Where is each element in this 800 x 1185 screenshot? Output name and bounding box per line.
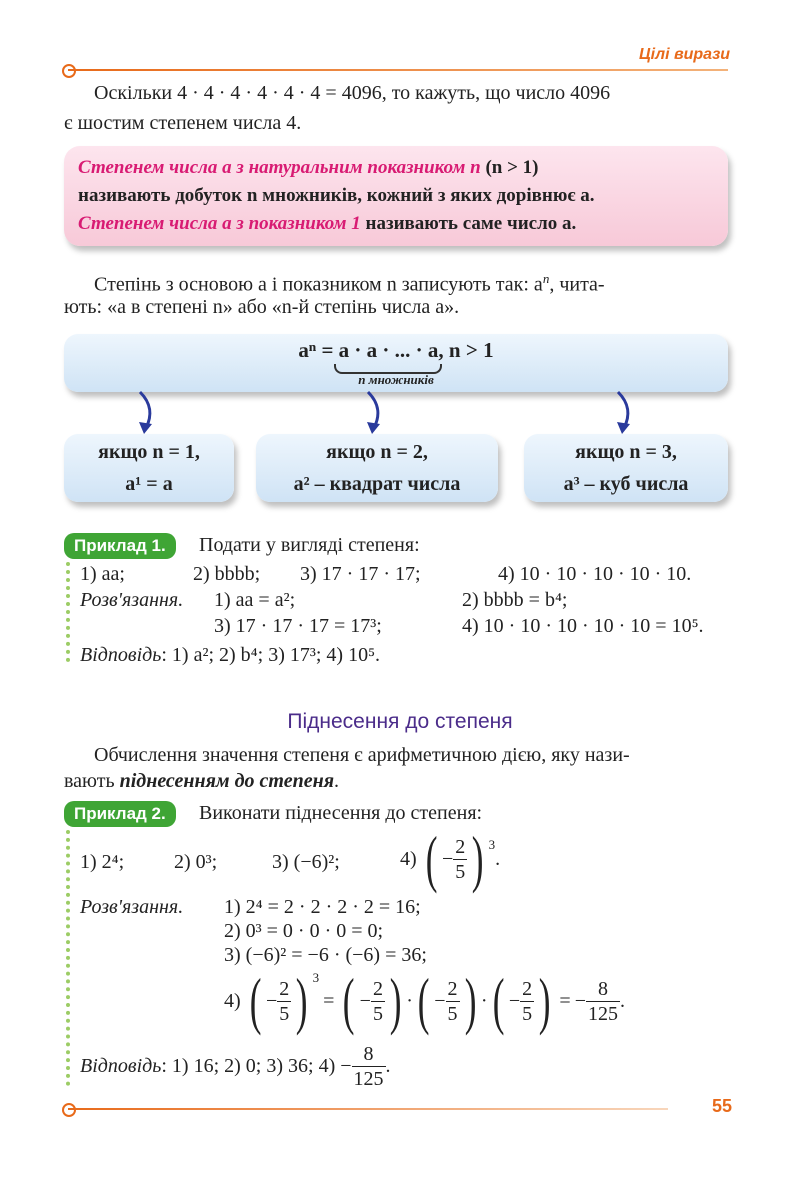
brace-label: n множників [358,372,434,387]
ex1-item-1: 1) aa; [80,563,125,585]
ex1-answer: Відповідь: 1) a²; 2) b⁴; 3) 17³; 4) 10⁵. [80,644,381,666]
ex2-answer: Відповідь : 1) 16; 2) 0; 3) 36; 4) − $\frac{8}{125}$ . [80,1042,391,1090]
ex2-sol-4: 4) ( − $\frac{2}{5}$ ) $^3$ = ( − $\frac{2}{5}$ ) · ( − $\frac{2}{5}$ ) · ( − $\frac{2}{5}$ ) = − $\frac{8}{125}$ . [224,965,625,1036]
definition-line-2: називають добуток n множників, кожний з яких дорівнює a. [78,185,595,206]
ex2-item-3: 3) (−6)²; [272,851,340,873]
ex2-sol-2: 2) 0³ = 0 · 0 · 0 = 0; [224,920,384,942]
ex1-item-3: 3) 17 · 17 · 17; [300,563,421,585]
case-box-3 [524,434,728,502]
ex1-item-4: 4) 10 · 10 · 10 · 10 · 10. [498,563,692,585]
running-header: Цілі вирази [639,46,730,63]
ex1-sol-2: 2) bbbb = b⁴; [462,589,568,611]
notation-line-1: Степінь з основою a і показником n записують так: $a^n$, чита- [94,271,605,296]
section-text-2: вають піднесенням до степеня. [64,770,340,792]
ex1-sol-3: 3) 17 · 17 · 17 = 17³; [214,615,382,637]
arrow-head-1 [139,422,152,434]
case-1-condition: якщо n = 1, [98,441,200,463]
ex1-sol-4: 4) 10 · 10 · 10 · 10 · 10 = 10⁵. [462,615,704,637]
definition-term-1: Степенем числа a з натуральним показником n [78,157,481,178]
example-2-dotted-rule [66,830,74,1086]
definition-condition: (n > 1) [485,157,539,178]
ex2-item-1: 1) 2⁴; [80,851,125,873]
ex2-sol-3: 3) (−6)² = −6 · (−6) = 36; [224,944,427,966]
ex1-solution-label: Розв'язання. [80,589,184,611]
case-2-result: a² – квадрат числа [293,473,461,495]
footer-rule [68,1108,668,1110]
example-1-badge: Приклад 1. [64,533,176,559]
power-formula: aⁿ = a · a · ... · a, n > 1 [298,338,494,362]
case-3-condition: якщо n = 3, [575,441,677,463]
case-3-result: a³ – куб числа [563,473,689,495]
case-box-2 [256,434,498,502]
ex2-item-4: 4) ( − $\frac{2}{5}$ ) $^3$ . [400,823,501,894]
ex2-solution-label: Розв'язання. [80,896,184,918]
arrow-head-2 [367,422,380,434]
arrow-head-3 [617,422,630,434]
intro-line-1: Оскільки 4 · 4 · 4 · 4 · 4 · 4 = 4096, то кажуть, що число 4096 [94,82,611,104]
definition-term-2: Степенем числа a з показником 1 [78,213,361,234]
definition-box [64,146,728,246]
example-2-task: Виконати піднесення до степеня: [199,802,483,824]
intro-line-2: є шостим степенем числа 4. [64,112,302,134]
page-number: 55 [711,1096,732,1116]
ex2-item-2: 2) 0³; [174,851,218,873]
section-text-1: Обчислення значення степеня є арифметичною дією, яку нази- [94,744,630,766]
header-line-dot [62,64,76,78]
header-rule [68,69,728,71]
case-box-1 [64,434,234,502]
definition-line-3: називають саме число a. [365,213,577,234]
ex1-item-2: 2) bbbb; [193,563,261,585]
section-title: Піднесення до степеня [287,710,513,733]
notation-line-2: ють: «a в степені n» або «n-й степінь числа a». [64,296,460,318]
ex2-sol-1: 1) 2⁴ = 2 · 2 · 2 · 2 = 16; [224,896,421,918]
footer-line-dot [62,1103,76,1117]
case-2-condition: якщо n = 2, [326,441,428,463]
case-arrows [0,390,800,434]
ex1-sol-1: 1) aa = a²; [214,589,296,611]
example-1-dotted-rule [66,562,74,662]
example-2-badge: Приклад 2. [64,801,176,827]
case-1-result: a¹ = a [125,473,173,495]
example-1-task: Подати у вигляді степеня: [199,534,420,556]
formula-box [64,334,728,392]
